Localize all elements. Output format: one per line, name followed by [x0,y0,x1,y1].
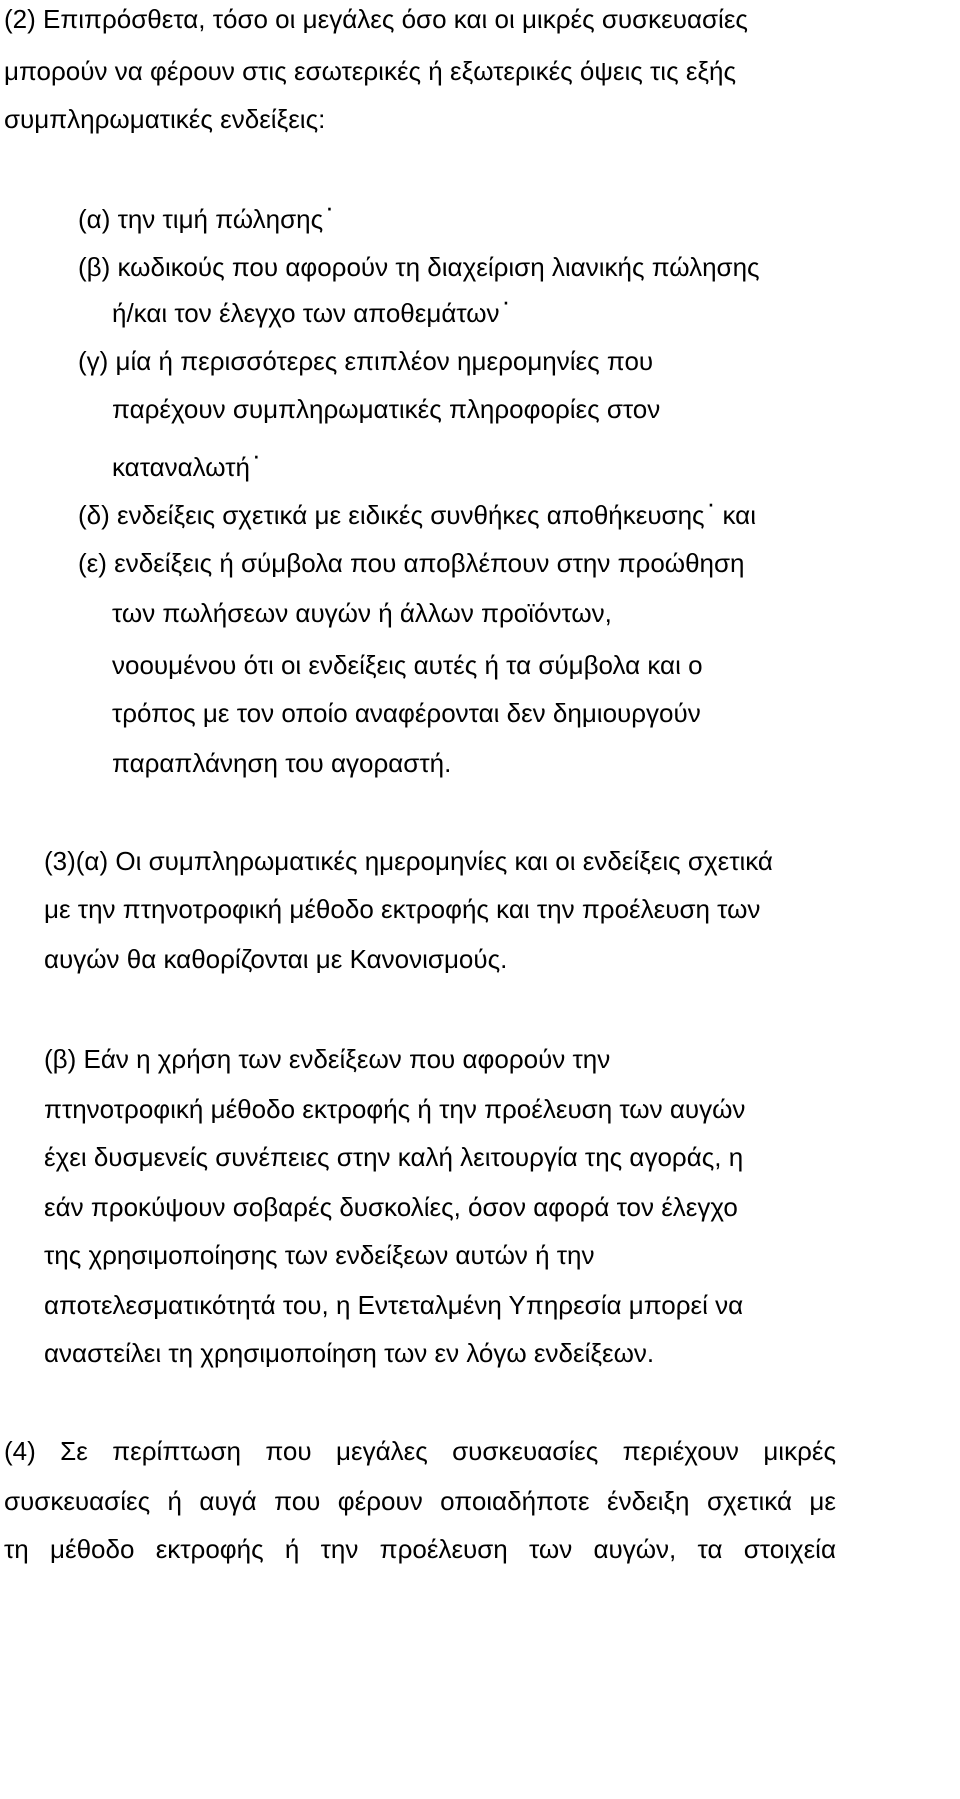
item-a-separator: · [325,192,334,222]
item-c-line-3 [112,440,261,482]
para4-line-1: (4) Σε περίπτωση που μεγάλες συσκευασίες περιέχουν μικρές [4,1436,836,1466]
para3b-line-2: πτηνοτροφική μέθοδο εκτροφής ή την προέλευση των αυγών [44,1094,746,1124]
item-d-text: (δ) ενδείξεις σχετικά με ειδικές συνθήκες αποθήκευσης [78,500,705,530]
item-e-line-2: των πωλήσεων αυγών ή άλλων προϊόντων, [112,598,612,628]
item-c-line-1: (γ) μία ή περισσότερες επιπλέον ημερομηνίες που [78,346,654,376]
para3a-line-1: (3)(α) Οι συμπληρωματικές ημερομηνίες και οι ενδείξεις σχετικά [44,846,773,876]
item-b-text: ή/και τον έλεγχο των αποθεμάτων [112,298,500,328]
item-e-line-1: (ε) ενδείξεις ή σύμβολα που αποβλέπουν στην προώθηση [78,548,745,578]
item-b-line-1: (β) κωδικούς που αφορούν τη διαχείριση λιανικής πώλησης [78,252,760,282]
para2-line-1: (2) Επιπρόσθετα, τόσο οι μεγάλες όσο και οι μικρές συσκευασίες [4,4,748,34]
item-e-line-5: παραπλάνηση του αγοραστή. [112,748,452,778]
item-e-line-3: νοουμένου ότι οι ενδείξεις αυτές ή τα σύμβολα και ο [112,650,703,680]
para2-line-2: μπορούν να φέρουν στις εσωτερικές ή εξωτερικές όψεις τις εξής [4,56,737,86]
item-a-line-1 [78,192,334,234]
para3a-line-2: με την πτηνοτροφική μέθοδο εκτροφής και την προέλευση των [44,894,761,924]
para3b-line-7: αναστείλει τη χρησιμοποίηση των εν λόγω ενδείξεων. [44,1338,655,1368]
para3a-line-3: αυγών θα καθορίζονται με Κανονισμούς. [44,944,508,974]
item-b-separator: · [501,286,511,316]
item-c-text: καταναλωτή [112,452,250,482]
para3b-line-6: αποτελεσματικότητά του, η Εντεταλμένη Υπηρεσία μπορεί να [44,1290,744,1320]
para3b-line-5: της χρησιμοποίησης των ενδείξεων αυτών ή την [44,1240,595,1270]
item-c-separator: · [251,440,261,470]
para3b-line-1: (β) Εάν η χρήση των ενδείξεων που αφορούν την [44,1044,611,1074]
item-e-line-4: τρόπος με τον οποίο αναφέρονται δεν δημιουργούν [112,698,701,728]
para2-line-3: συμπληρωματικές ενδείξεις: [4,104,326,134]
item-d-conjunction: και [722,500,756,530]
para4-line-3: τη μέθοδο εκτροφής ή την προέλευση των αυγών, τα στοιχεία [4,1534,836,1564]
para3b-line-3: έχει δυσμενείς συνέπειες στην καλή λειτουργία της αγοράς, η [44,1142,744,1172]
para4-line-2: συσκευασίες ή αυγά που φέρουν οποιαδήποτε ένδειξη σχετικά με [4,1486,836,1516]
item-c-line-2: παρέχουν συμπληρωματικές πληροφορίες στον [112,394,661,424]
item-a-text: (α) την τιμή πώλησης [78,204,324,234]
item-d-separator: · [706,488,716,518]
para3b-line-4: εάν προκύψουν σοβαρές δυσκολίες, όσον αφορά τον έλεγχο [44,1192,738,1222]
item-b-line-2 [112,286,511,328]
item-d-line-1 [78,488,756,530]
